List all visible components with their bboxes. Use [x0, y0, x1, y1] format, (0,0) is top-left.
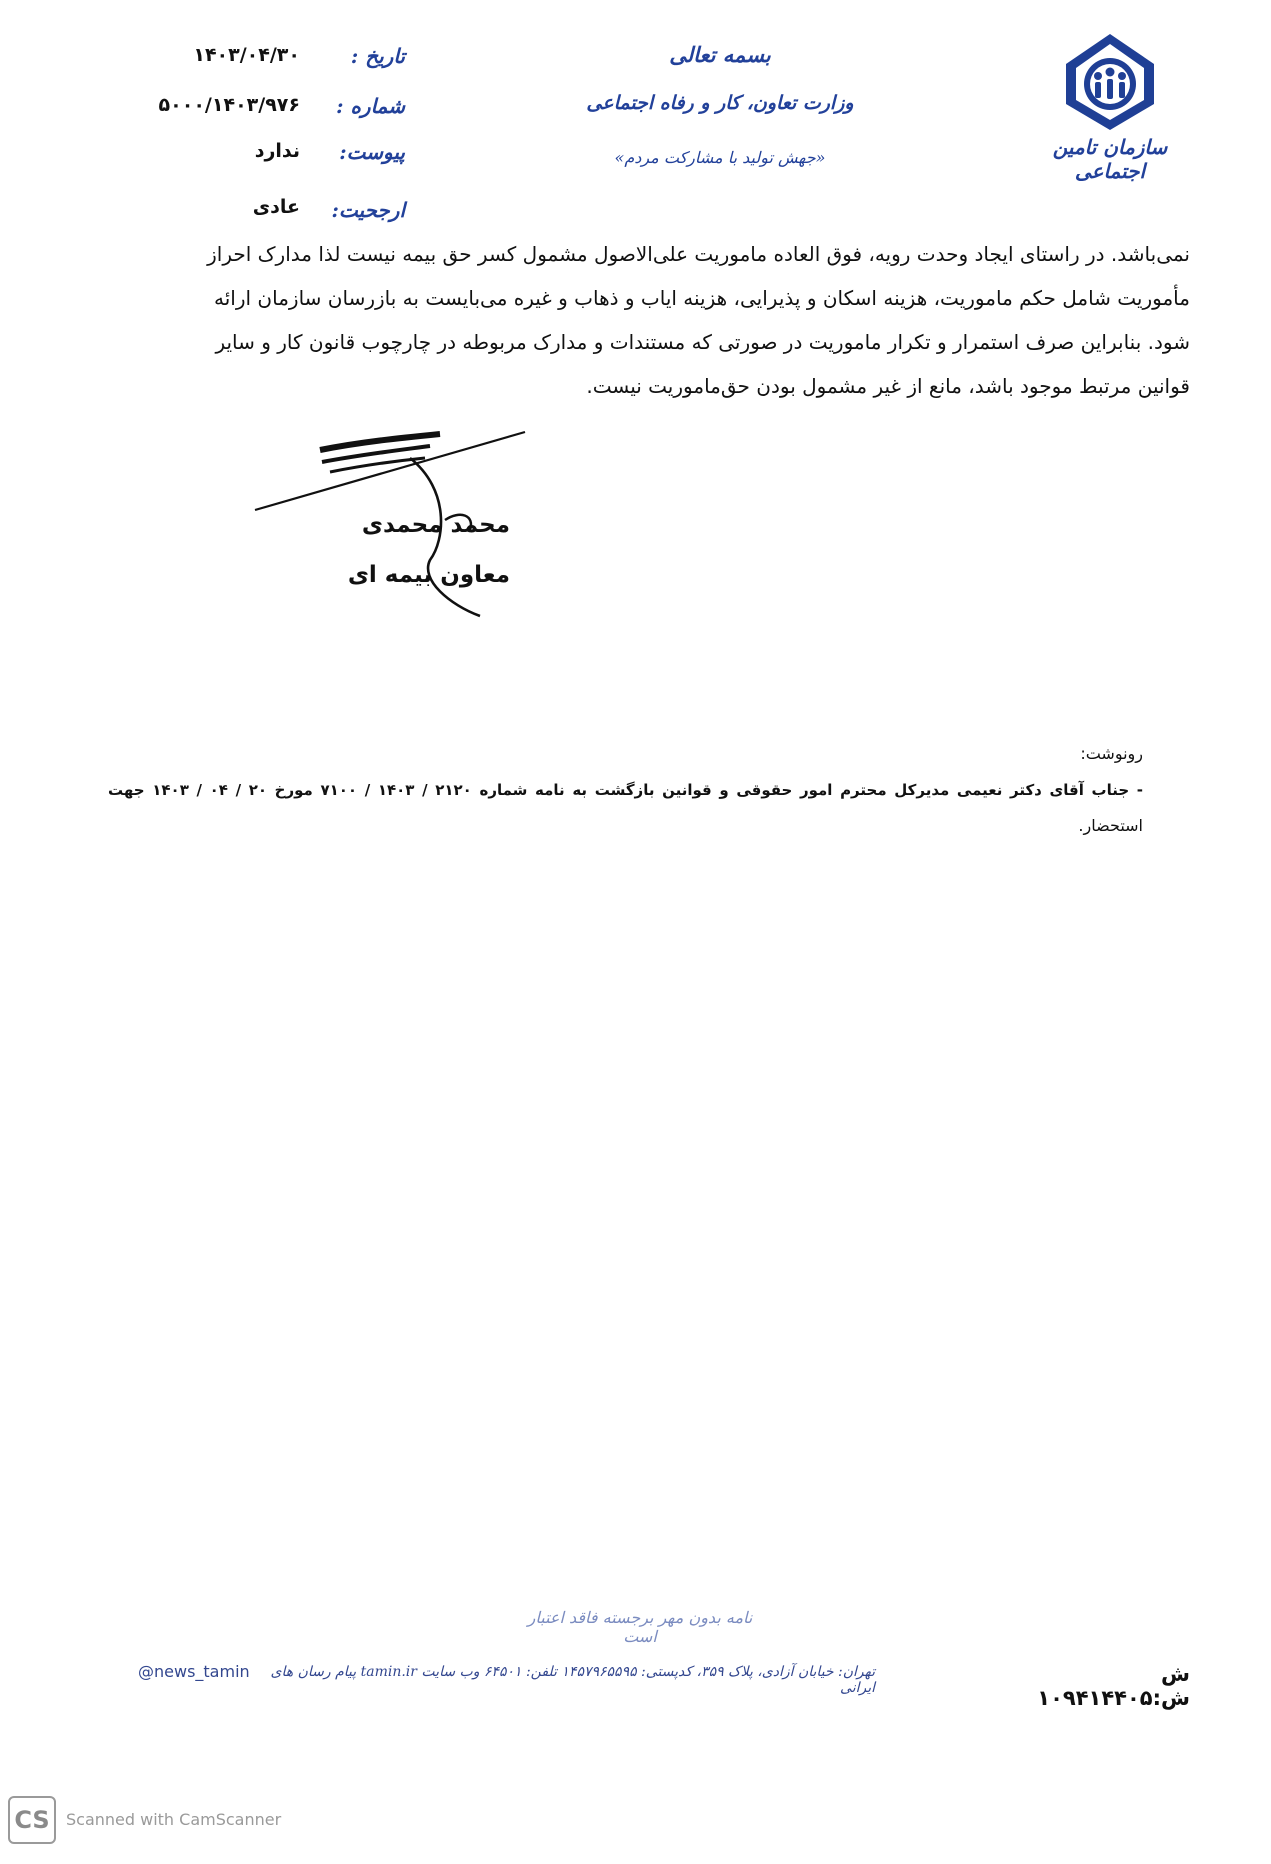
body-line: شود. بنابراین صرف استمرار و تکرار ماموریت در صورتی که مستندات و مدارک مربوطه در چارچوب قانون کار و سایر: [215, 330, 1190, 354]
org-name: سازمان تامین اجتماعی: [1052, 135, 1168, 183]
camscanner-badge: CS: [8, 1796, 56, 1844]
signer-name: محمد محمدی: [361, 512, 510, 538]
camscanner-watermark: [8, 1796, 328, 1846]
priority-value: عادی: [252, 196, 300, 218]
tamin-logo-icon: [1060, 30, 1160, 130]
cc-line: استحضار.: [1078, 816, 1143, 835]
ministry-name: وزارت تعاون، کار و رفاه اجتماعی: [586, 92, 854, 114]
body-line: نمی‌باشد. در راستای ایجاد وحدت رویه، فوق العاده ماموریت علی‌الاصول مشمول کسر حق بیمه نیست لذا مدارک احراز: [207, 242, 1190, 266]
slogan: «جهش تولید با مشارکت مردم»: [614, 148, 826, 167]
social-handle: @news_tamin: [138, 1662, 250, 1681]
letter-body: [110, 232, 1190, 408]
attachment-value: ندارد: [254, 140, 300, 162]
body-line: قوانین مرتبط موجود باشد، مانع از غیر مشمول بودن حق‌ماموریت نیست.: [586, 374, 1190, 398]
cc-line: - جناب آقای دکتر نعیمی مدیرکل محترم امور حقوقی و قوانین بازگشت به نامه شماره ۲۱۲۰ / ۱۴۰۳ / ۷۱۰۰ مورخ ۲۰ / ۰۴ / ۱۴۰۳ جهت: [108, 781, 1143, 799]
attachment-label: پیوست:: [339, 140, 405, 164]
number-label: شماره :: [336, 94, 405, 118]
signer-title: معاون بیمه ای: [347, 562, 510, 588]
cc-heading: رونوشت:: [1080, 744, 1143, 763]
number-value: ۵۰۰۰/۱۴۰۳/۹۷۶: [158, 94, 300, 116]
body-line: مأموریت شامل حکم ماموریت، هزینه اسکان و پذیرایی، هزینه ایاب و ذهاب و غیره می‌بایست به بازرسان سازمان ارائه: [214, 286, 1190, 310]
camscanner-text: Scanned with CamScanner: [66, 1810, 282, 1829]
date-label: تاریخ :: [350, 44, 405, 68]
letterhead: [0, 0, 1271, 230]
footer-address: تهران: خیابان آزادی، پلاک ۳۵۹، کدپستی: ۱۴۵۷۹۶۵۵۹۵ تلفن: ۶۴۵۰۱ وب سایت tamin.ir پیام رسان های ایرانی: [270, 1664, 875, 1696]
doc-number: ش ش:۱۰۹۴۱۴۴۰۵: [1037, 1662, 1190, 1710]
cc-section: [108, 736, 1143, 844]
priority-label: ارجحیت:: [331, 198, 405, 222]
date-value: ۱۴۰۳/۰۴/۳۰: [193, 44, 300, 66]
stamp-note: نامه بدون مهر برجسته فاقد اعتبار است: [527, 1608, 753, 1646]
bismillah: بسمه تعالی: [669, 42, 771, 67]
